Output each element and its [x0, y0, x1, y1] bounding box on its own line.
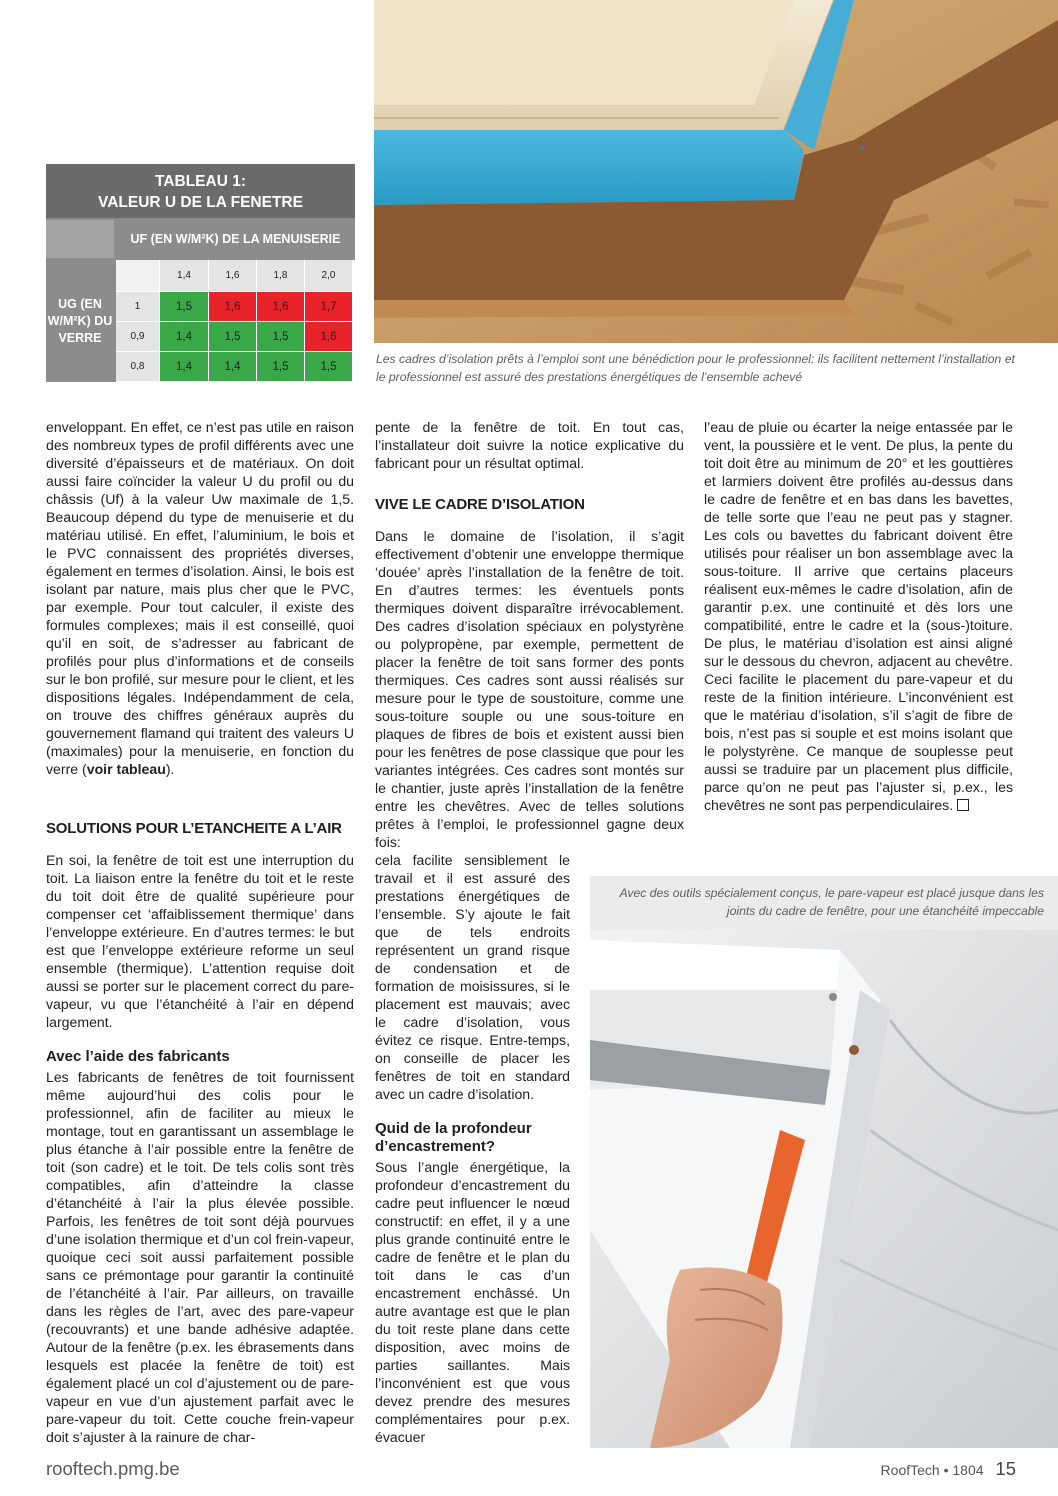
col1-paragraph-2: En soi, la fenêtre de toit est une interruption du toit. La liaison entre la fenêtre du toit et le reste du toit doit être de qualité supérieure pour compenser cet ‘affaiblissement thermique’ dans l’enveloppe extérieure. En d’autres termes: le but est que l’enveloppe extérieure reforme un seul ensemble (thermique). L’attention requise doit aussi se porter sur le placement correct du pare-vapeur, vu que l’étanchéité à l’air en dépend largement.	[46, 852, 354, 1030]
uw-value-cell: 1,5	[257, 322, 305, 352]
uf-value-header: 1,8	[257, 260, 305, 292]
col1-p1-end: ).	[165, 761, 175, 777]
uw-value-cell: 1,5	[160, 292, 209, 322]
uw-value-cell: 1,5	[305, 352, 353, 382]
website-url[interactable]: rooftech.pmg.be	[46, 1458, 180, 1479]
uw-value-cell: 1,5	[209, 322, 257, 352]
vapor-barrier-photo	[590, 930, 1058, 1448]
table-corner-cell	[46, 220, 114, 258]
col2-paragraph-2b: cela facilite sensiblement le travail et il est assuré des prestations énergétiques de l’ensemble. S’y ajoute le fait que de tels endroits représentent un grand risque de condensation et de formation de moisissures, si le placement est mauvais; avec le cadre d’isolation, vous évitez ce risque. Entre-temps, on conseille de placer les fenêtres de toit en standard avec un cadre d’isolation.	[375, 852, 570, 1102]
uw-value-cell: 1,6	[257, 292, 305, 322]
uw-value-cell: 1,7	[305, 292, 353, 322]
uf-header: UF (EN W/M²K) DE LA MENUISERIE	[116, 220, 355, 258]
uw-value-cell: 1,5	[257, 352, 305, 382]
uw-value-cell: 1,6	[305, 322, 353, 352]
table-title-line1: TABLEAU 1:	[155, 173, 246, 190]
uf-value-header: 1,4	[160, 260, 209, 292]
table-title	[46, 164, 355, 218]
heading-vive-cadre: VIVE LE CADRE D’ISOLATION	[375, 496, 585, 513]
col2-paragraph-3: Sous l’angle énergétique, la profondeur d’encastrement du cadre peut influencer le nœud constructif: en effet, il y a une plus grande continuité entre le cadre de fenêtre et le plan du toit dans le cas d’un encastrement enchâssé. Un autre avantage est que le plan du toit reste plane dans cette disposition, avec moins de parties saillantes. Mais l’inconvénient est que vous devez prendre des mesures complémentaires pour p.ex. évacuer	[375, 1159, 570, 1445]
column-1-top	[46, 418, 354, 778]
col2-paragraph-1: pente de la fenêtre de toit. En tout cas, l’installateur doit suivre la notice explicative du fabricant pour un résultat optimal.	[375, 419, 684, 471]
col1-p1-text: enveloppant. En effet, ce n’est pas utile en raison des nombreux types de profil différents avec une diversité d’épaisseurs et de matériaux. On doit aussi faire coïncider la valeur U du profil ou du châssis (Uf) à la valeur Uw maximale de 1,5. Beaucoup dépend du type de menuiserie et du matériau utilisé. En effet, l’aluminium, le bois et le PVC connaissent des propriétés diverses, également en termes d’isolation. Ainsi, le bois est isolant par nature, mais plus cher que le PVC, par exemple. Pour tout calculer, il existe des formules complexes; mais il est conseillé, quoi qu’il en soit, de s’adresser au fabricant de profilés pour plus d’informations et de conseils sur le bon profilé, sur mesure pour le client, et les dispositions légales. Indépendamment de cela, on trouve des chiffres généraux auprès du gouvernement flamand qui traitent des valeurs U (maximales) pour la menuiserie, en fonction du verre (	[46, 419, 354, 777]
window-frame-photo	[374, 0, 1058, 343]
u-value-table	[46, 164, 355, 382]
ug-value-header: 0,8	[116, 352, 160, 382]
ug-value-header: 1	[116, 292, 160, 322]
col1-paragraph-1	[46, 418, 354, 778]
top-photo-caption: Les cadres d’isolation prêts à l’emploi sont une bénédiction pour le professionnel: ils facilitent nettement l’installation et le professionnel est assuré des prestations énergétiques de l’ensemble achevé	[376, 352, 1015, 384]
col2-paragraph-2: Dans le domaine de l’isolation, il s’agit effectivement d’obtenir une enveloppe thermique ‘douée’ après l’installation de la fenêtre de toit. En d’autres termes: les éventuels ponts thermiques doivent disparaître irrévocablement. Des cadres d’isolation spéciaux en polystyrène ou polypropène, par exemple, permettent de placer la fenêtre de toit sans former des ponts thermiques. Ces cadres sont aussi réalisés sur mesure pour le type de soustoiture, comme une sous-toiture souple ou une sous-toiture en plaques de fibres de bois et existent aussi bien pour les fenêtres de pose classique que pour les variantes intégrées. Ces cadres sont montés sur le chantier, juste après l’installation de la fenêtre entre les chevêtres. Avec de telles solutions prêtes à l’emploi, le professionnel gagne deux fois:	[375, 528, 684, 850]
col1-paragraph-3: Les fabricants de fenêtres de toit fournissent même aujourd’hui des colis pour le professionnel, afin de faciliter au mieux le montage, tout en garantissant un assemblage le plus étanche à l’air possible entre la fenêtre de toit (son cadre) et le toit. De tels colis sont très compatibles, afin d’atteindre la classe d’étanchéité à l’air la plus élevée possible. Parfois, les fenêtres de toit sont déjà pourvues d’une isolation thermique et d’un col frein-vapeur, quoique ceci soit aussi parfaitement possible sans ce prémontage pour garantir la continuité de l’étanchéité à l’air. Par ailleurs, on travaille dans les règles de l’art, avec des pare-vapeur (recouvrants) et une bande adhésive adaptée. Autour de la fenêtre (p.ex. les ébrasements dans lesquels est placée la fenêtre de toit) est également placé un col d’ajustement ou de pare-vapeur en vue d’un ajustement parfait avec le pare-vapeur du toit. Cette couche frein-vapeur doit s’ajuster à la rainure de char-	[46, 1069, 354, 1445]
uw-value-cell: 1,4	[160, 322, 209, 352]
ug-label: UG (EN W/M²K) DU VERRE	[46, 260, 114, 382]
end-of-article-box-icon	[957, 799, 969, 811]
col1-p1-bold: voir tableau	[86, 761, 166, 777]
u-value-grid	[116, 260, 355, 382]
uw-value-cell: 1,4	[160, 352, 209, 382]
ug-value-header: 0,9	[116, 322, 160, 352]
bottom-photo-caption: Avec des outils spécialement conçus, le pare-vapeur est placé jusque dans les joints du cadre de fenêtre, pour une étanchéité impeccable	[619, 886, 1044, 918]
uw-value-cell: 1,4	[209, 352, 257, 382]
uf-value-header: 2,0	[305, 260, 353, 292]
page-number: 15	[995, 1458, 1016, 1479]
table-title-line2: VALEUR U DE LA FENETRE	[98, 194, 303, 211]
uw-value-cell: 1,6	[209, 292, 257, 322]
uf-value-header: 1,6	[209, 260, 257, 292]
col3-paragraph-1: l’eau de pluie ou écarter la neige entassée par le vent, la poussière et le vent. De plus, la pente du toit doit être au minimum de 20° et les gouttières et larmiers doivent être profilés au-dessus dans le cadre de fenêtre et en bas dans les bavettes, de telle sorte que l’eau ne peut pas y stagner. Les cols ou bavettes du fabricant doivent être utilisés pour réaliser un bon assemblage avec la sous-toiture. Il arrive que certains placeurs réalisent eux-mêmes le cadre d’isolation, afin de garantir p.ex. une continuité et dès lors une compatibilité, entre le cadre et la (sous-)toiture. De plus, le matériau d’isolation est ainsi aligné sur le dessous du chevron, adjacent au chevêtre. Ceci facilite le placement du pare-vapeur et du reste de la finition intérieure. L’inconvénient est que le matériau d’isolation, s’il s’agit de fibre de bois, n’est pas si souple et est moins isolant que le polystyrène. Ce manque de souplesse peut aussi se traduire par un placement plus difficile, parce qu’on ne peut pas l’ajuster si, p.ex., les chevêtres ne sont pas perpendiculaires.	[704, 419, 1013, 813]
column-3	[704, 418, 1013, 814]
heading-quid-profondeur: Quid de la profondeur d’encastrement?	[375, 1120, 532, 1155]
grid-corner-cell	[116, 260, 160, 292]
heading-solutions: SOLUTIONS POUR L’ETANCHEITE A L’AIR	[46, 820, 342, 837]
heading-aide-fabricants: Avec l’aide des fabricants	[46, 1048, 230, 1065]
page-footer	[881, 1458, 1016, 1480]
magazine-issue: RoofTech • 1804	[880, 1462, 984, 1478]
